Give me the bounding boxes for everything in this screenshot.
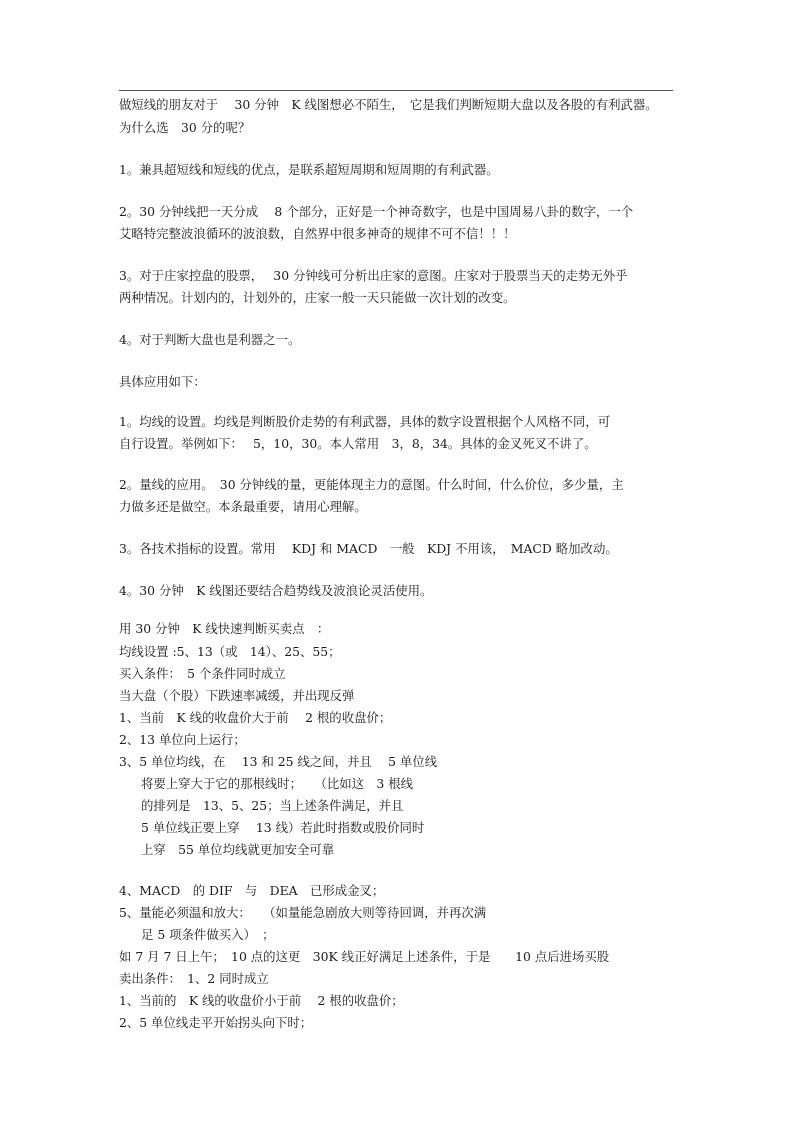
sell-conditions-title: 卖出条件： 1、2 同时成立 [119,971,269,986]
buy-condition-1: 1、当前 K 线的收盘价大于前 2 根的收盘价； [119,710,392,725]
reason-4: 4。对于判断大盘也是利器之一。 [119,332,301,347]
application-heading: 具体应用如下： [119,374,206,389]
method-heading: 用 30 分钟 K 线快速判断买卖点 ： [119,621,330,636]
buy-condition-3-cont-3: 5 单位线正要上穿 13 线）若此时指数或股价同时 [141,820,425,835]
reason-3-line-2: 两种情况。计划内的，计划外的，庄家一般一天只能做一次计划的改变。 [119,290,516,305]
application-3: 3。各技术指标的设置。常用 KDJ 和 MACD 一般 KDJ 不用该， MACD 略加改动。 [119,541,618,556]
buy-condition-3-cont-4: 上穿 55 单位均线就更加安全可靠 [141,842,335,857]
reason-2-line-2: 艾略特完整波浪循环的波浪数，自然界中很多神奇的规律不可不信！！！ [119,226,516,241]
application-1-line-2: 自行设置。举例如下： 5，10，30。本人常用 3，8，34。具体的金叉死叉不讲了。 [119,436,597,451]
buy-precondition: 当大盘（个股）下跌速率减缓，并出现反弹 [119,688,355,703]
buy-condition-3-cont-1: 将要上穿大于它的那根线时； （比如这 3 根线 [141,776,414,791]
buy-condition-5-cont: 足 5 项条件做买入） ； [141,927,275,942]
reason-1: 1。兼具超短线和短线的优点，是联系超短周期和短周期的有利武器。 [119,162,499,177]
application-1-line-1: 1。均线的设置。均线是判断股价走势的有利武器，具体的数字设置根据个人风格不同，可 [119,414,611,429]
sell-condition-2: 2、5 单位线走平开始拐头向下时； [119,1015,313,1030]
application-4: 4。30 分钟 K 线图还要结合趋势线及波浪论灵活使用。 [119,583,433,598]
buy-condition-3: 3、5 单位均线，在 13 和 25 线之间，并且 5 单位线 [119,754,438,769]
reason-3-line-1: 3。对于庄家控盘的股票， 30 分钟线可分析出庄家的意图。庄家对于股票当天的走势无外乎 [119,268,628,283]
application-2-line-1: 2。量线的应用。 30 分钟线的量，更能体现主力的意图。什么时间，什么价位，多少量，主 [119,477,624,492]
reason-2-line-1: 2。30 分钟线把一天分成 8 个部分，正好是一个神奇数字，也是中国周易八卦的数字，一个 [119,204,634,219]
buy-condition-2: 2、13 单位向上运行； [119,732,246,747]
buy-condition-5: 5、量能必须温和放大： （如量能急剧放大则等待回调，并再次满 [119,905,487,920]
example-line: 如 7 月 7 日上午； 10 点的这更 30K 线正好满足上述条件，于是 10 点后进场买股 [119,949,610,964]
intro-line-2: 为什么选 30 分的呢？ [119,120,251,135]
intro-line-1: 做短线的朋友对于 30 分钟 K 线图想必不陌生， 它是我们判断短期大盘以及各股的有利武器。 [119,97,658,112]
buy-condition-4: 4、MACD 的 DIF 与 DEA 已形成金叉； [119,883,385,898]
buy-condition-3-cont-2: 的排列是 13、5、25；当上述条件满足，并且 [141,798,404,813]
application-2-line-2: 力做多还是做空。本条最重要，请用心理解。 [119,499,367,514]
buy-conditions-title: 买入条件： 5 个条件同时成立 [119,666,286,681]
header-rule [119,90,673,91]
sell-condition-1: 1、当前的 K 线的收盘价小于前 2 根的收盘价； [119,993,404,1008]
ma-settings: 均线设置 :5、13（或 14）、25、55； [119,644,341,659]
